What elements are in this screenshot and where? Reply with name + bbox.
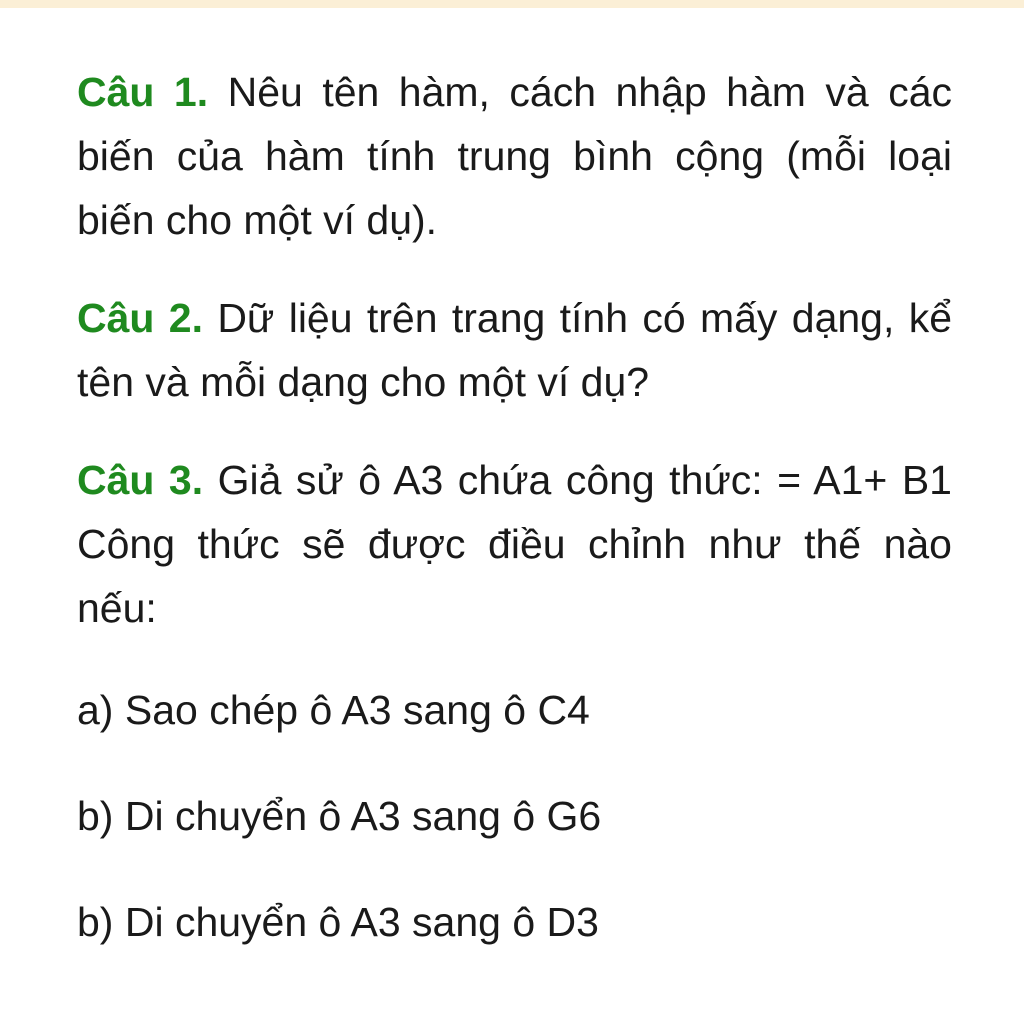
question-1 <box>77 60 952 252</box>
question-3-text: Giả sử ô A3 chứa công thức: = A1+ B1 Công thức sẽ được điều chỉnh như thế nào nếu: <box>77 457 952 631</box>
question-sheet <box>77 60 952 954</box>
question-2 <box>77 286 952 414</box>
question-2-text: Dữ liệu trên trang tính có mấy dạng, kể tên và mỗi dạng cho một ví dụ? <box>77 295 952 405</box>
question-2-label: Câu 2. <box>77 295 203 341</box>
option-b-2: b) Di chuyển ô A3 sang ô D3 <box>77 899 599 945</box>
question-1-label: Câu 1. <box>77 69 209 115</box>
question-3-label: Câu 3. <box>77 457 204 503</box>
question-3 <box>77 448 952 640</box>
question-1-text: Nêu tên hàm, cách nhập hàm và các biến của hàm tính trung bình cộng (mỗi loại biến cho một ví dụ). <box>77 69 952 243</box>
option-b-1: b) Di chuyển ô A3 sang ô G6 <box>77 793 602 839</box>
top-strip <box>0 0 1024 8</box>
option-a: a) Sao chép ô A3 sang ô C4 <box>77 687 590 733</box>
